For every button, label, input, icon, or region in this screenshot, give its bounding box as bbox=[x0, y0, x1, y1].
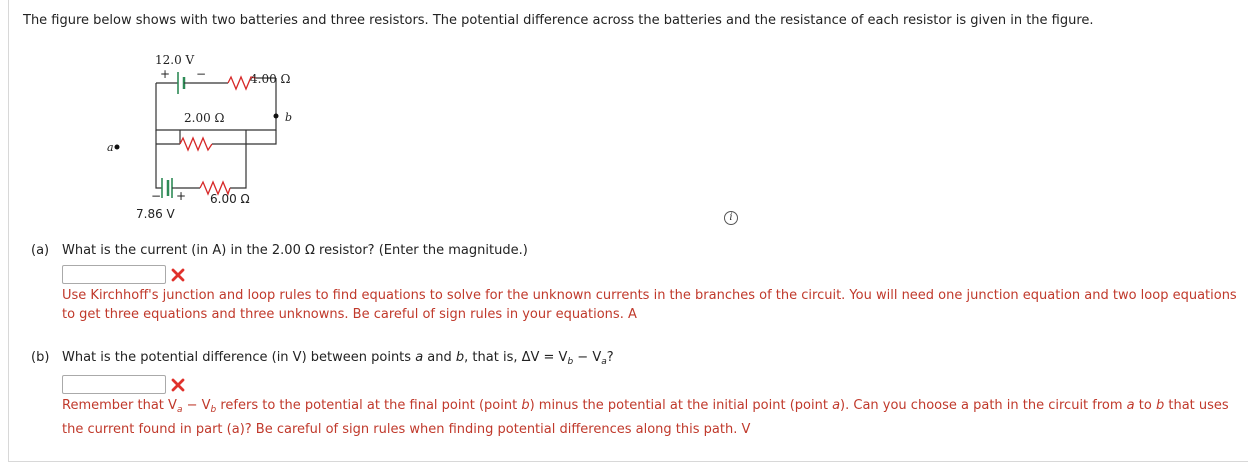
resistor-top-label: 4.00 Ω bbox=[250, 72, 291, 86]
circuit-diagram bbox=[100, 50, 320, 225]
battery-top-voltage-label: 12.0 V bbox=[155, 53, 195, 67]
part-b-answer-input[interactable] bbox=[62, 375, 166, 394]
battery-bottom-minus-label: − bbox=[151, 189, 162, 203]
battery-bottom-voltage-label: 7.86 V bbox=[136, 207, 175, 221]
battery-top-plus-label: + bbox=[160, 67, 171, 81]
info-icon[interactable]: i bbox=[724, 211, 738, 225]
resistor-bottom-label: 6.00 Ω bbox=[210, 192, 250, 206]
resistor-middle-zigzag bbox=[180, 138, 212, 150]
part-a-question: What is the current (in A) in the 2.00 Ω resistor? (Enter the magnitude.) bbox=[62, 243, 528, 258]
intro-text: The figure below shows with two batteries and three resistors. The potential difference across the batteries and the resistance of each resistor is given in the figure. bbox=[23, 13, 1094, 28]
battery-bottom-plus-label: + bbox=[176, 189, 187, 203]
part-a-hint: Use Kirchhoff's junction and loop rules to find equations to solve for the unknown currents in the branches of the circuit. You will need one junction equation and two loop equations to get three equations and three unknowns. Be careful of sign rules in your equations. A bbox=[62, 288, 1237, 322]
part-a-label: (a) bbox=[31, 243, 50, 258]
part-b-hint: Remember that $V_a - V_b$ refers to the potential at the final point (point b) minus the potential at the initial point (point a). Can you choose a path in the circuit from a to b that uses the current found in part (a)? Be careful of sign rules when finding potential differences along this path. V bbox=[62, 398, 1229, 437]
point-a-dot bbox=[115, 145, 120, 150]
resistor-middle-label: 2.00 Ω bbox=[184, 111, 225, 125]
wire-bottom-right bbox=[230, 130, 246, 188]
point-b-label: b bbox=[285, 111, 293, 124]
x-mark-icon bbox=[171, 268, 185, 282]
wire-left-bottom bbox=[156, 130, 162, 188]
part-b-question: What is the potential difference (in V) between points a and b, that is, $\Delta V = V_b - V_a$? bbox=[62, 350, 614, 367]
point-a-label: a bbox=[107, 141, 114, 154]
battery-top-minus-label: − bbox=[196, 67, 207, 81]
part-a-answer-input[interactable] bbox=[62, 265, 166, 284]
part-b-label: (b) bbox=[31, 350, 50, 365]
x-mark-icon bbox=[171, 378, 185, 392]
point-b-dot bbox=[274, 114, 279, 119]
